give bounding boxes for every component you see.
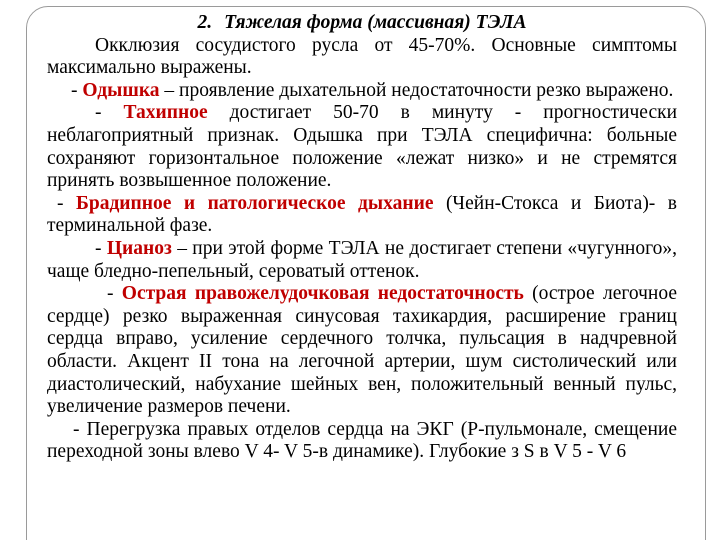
paragraph-cyanosis (47, 238, 677, 283)
paragraph-dyspnea (47, 80, 677, 103)
slide-title (47, 12, 677, 35)
term-tachypnea: Тахипное (123, 102, 208, 124)
paragraph-bradypnea (47, 193, 677, 238)
paragraph-cyanosis-prefix: - (95, 237, 107, 259)
term-dyspnea: Одышка (82, 79, 160, 101)
term-cyanosis: Цианоз (106, 237, 172, 259)
title-text: Тяжелая форма (массивная) ТЭЛА (224, 12, 527, 33)
paragraph-ecg: - Перегрузка правых отделов сердца на ЭКГ (P-пульмонале, смещение переходной зоны влево V 4- V 5-в динамике). Глубокие з S в V 5 - V 6 (47, 418, 677, 463)
slide-content (47, 12, 677, 464)
paragraph-dyspnea-prefix: - (71, 79, 83, 101)
paragraph-tachypnea (47, 102, 677, 192)
paragraph-tachypnea-prefix: - (95, 102, 124, 124)
paragraph-rv-prefix: - (107, 283, 122, 305)
paragraph-right-ventricular-failure (47, 283, 677, 419)
term-bradypnea: Брадипное и патологическое дыхание (75, 192, 434, 214)
paragraph-rv-text: (острое легочное сердце) резко выраженная синусовая тахикардия, расширение границ сердца вправо, усиление сердечного толчка, пульсация в надчревной области. Акцент II тона на легочной артерии, шум систолический или диастолический, набухание шейных вен, положительный венный пульс, увеличение размеров печени. (47, 283, 677, 418)
title-number: 2. (197, 12, 213, 33)
paragraph-bradypnea-prefix: - (57, 192, 76, 214)
paragraph-bradypnea-text: (Чейн-Стокса и Биота)- в терминальной фазе. (47, 192, 677, 237)
paragraph-cyanosis-text: – при этой форме ТЭЛА не достигает степени «чугунного», чаще бледно-пепельный, сероватый оттенок. (47, 237, 678, 282)
paragraph-dyspnea-text: – проявление дыхательной недостаточности резко выражено. (159, 79, 674, 101)
term-right-ventricular-failure: Острая правожелудочковая недостаточность (121, 283, 524, 305)
paragraph-occlusion: Окклюзия сосудистого русла от 45-70%. Основные симптомы максимально выражены. (47, 34, 677, 79)
paragraph-tachypnea-text: достигает 50-70 в минуту - прогностически неблагоприятный признак. Одышка при ТЭЛА специфична: больные сохраняют горизонтальное положение «лежат низко» и не стремятся принять возвышенное положение. (47, 102, 678, 192)
